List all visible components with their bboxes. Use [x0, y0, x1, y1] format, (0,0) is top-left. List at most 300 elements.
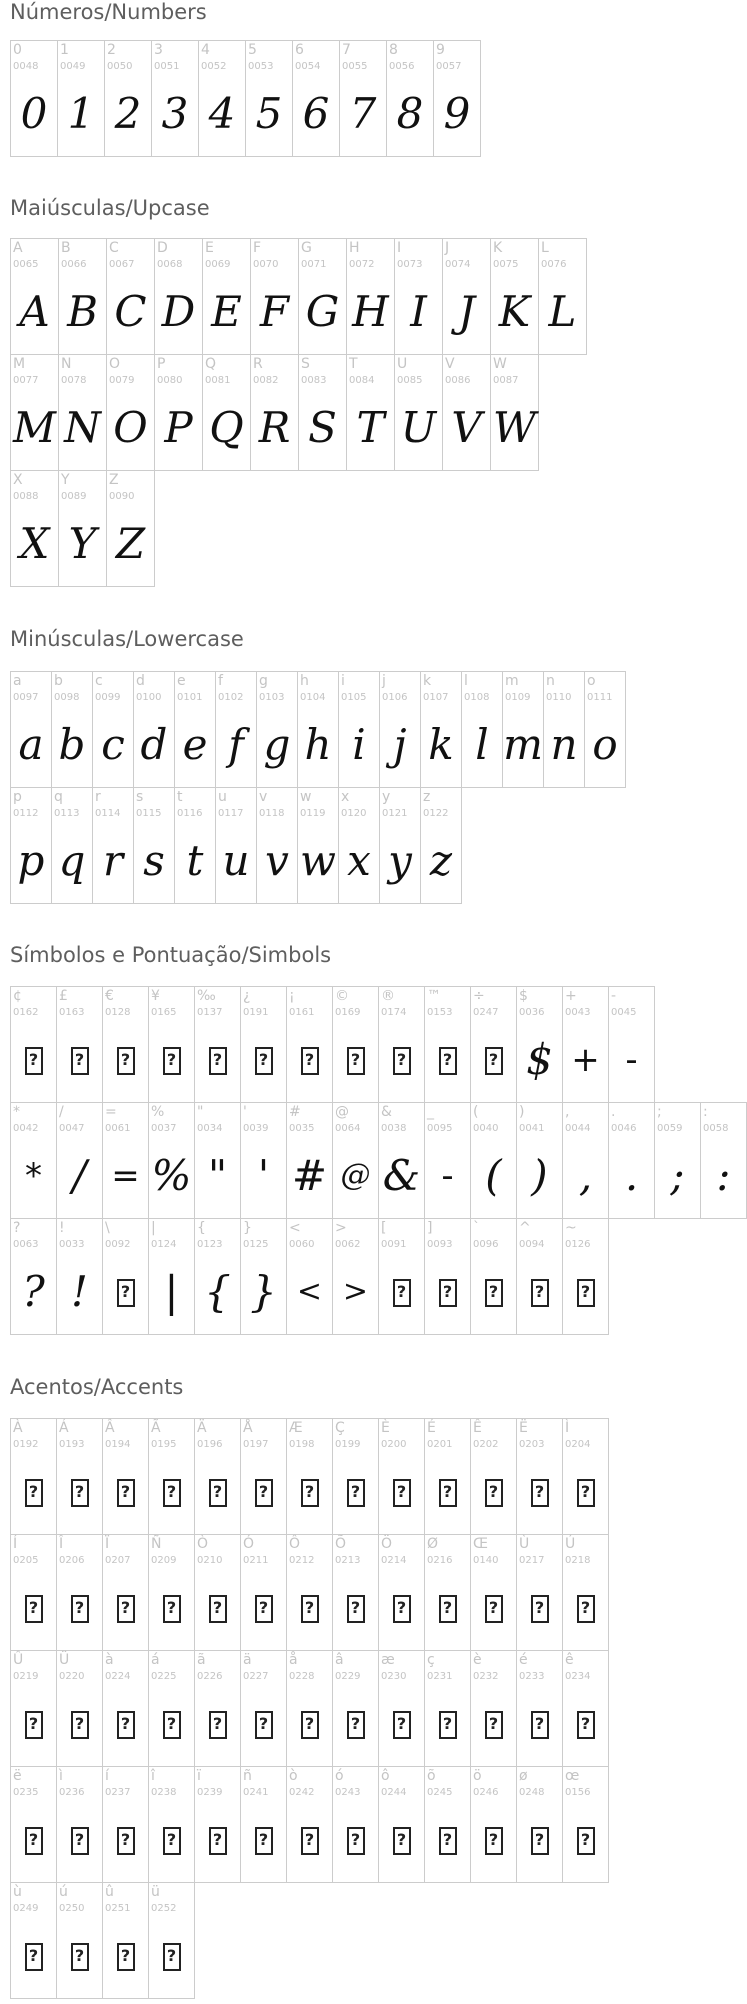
- glyph-cell: [608, 986, 655, 1103]
- character-label: v: [259, 789, 268, 805]
- glyph-cell: [133, 671, 175, 788]
- missing-glyph-icon: [301, 1711, 319, 1739]
- char-code-label: 0101: [177, 692, 203, 703]
- missing-glyph-icon: [255, 1479, 273, 1507]
- character-label: á: [151, 1652, 160, 1668]
- glyph-sample: B: [67, 287, 98, 336]
- character-label: q: [54, 789, 63, 805]
- glyph-grid-accents: [10, 1418, 609, 1999]
- section-title-lower: Minúsculas/Lowercase: [10, 627, 244, 651]
- char-code-label: 0061: [105, 1123, 131, 1134]
- character-label: T: [349, 356, 358, 372]
- glyph-sample: =: [111, 1156, 140, 1196]
- character-label: ¡: [289, 988, 295, 1004]
- glyph-sample: r: [102, 836, 124, 885]
- character-label: Y: [61, 472, 70, 488]
- char-code-label: 0225: [151, 1671, 177, 1682]
- character-label: ,: [565, 1104, 570, 1120]
- character-label: 7: [342, 42, 351, 58]
- glyph-cell: [424, 1534, 471, 1651]
- character-label: 8: [389, 42, 398, 58]
- glyph-cell: [148, 1766, 195, 1883]
- glyph-cell: [286, 1102, 333, 1219]
- glyph-sample: 3: [161, 89, 189, 138]
- glyph-sample: Q: [209, 403, 244, 452]
- character-label: Q: [205, 356, 217, 372]
- missing-glyph-icon: [301, 1047, 319, 1075]
- char-code-label: 0086: [445, 375, 471, 386]
- char-code-label: 0242: [289, 1787, 315, 1798]
- char-code-label: 0206: [59, 1555, 85, 1566]
- char-code-label: 0088: [13, 491, 39, 502]
- glyph-cell: [378, 1766, 425, 1883]
- character-label: 4: [201, 42, 210, 58]
- missing-glyph-icon: [439, 1047, 457, 1075]
- char-code-label: 0082: [253, 375, 279, 386]
- character-label: \: [105, 1220, 110, 1236]
- missing-glyph-icon: [393, 1827, 411, 1855]
- glyph-sample: A: [19, 287, 50, 336]
- char-code-label: 0072: [349, 259, 375, 270]
- char-code-label: 0163: [59, 1007, 85, 1018]
- char-code-label: 0064: [335, 1123, 361, 1134]
- character-label: ': [243, 1104, 247, 1120]
- character-label: ¢: [13, 988, 22, 1004]
- glyph-cell: [148, 1102, 195, 1219]
- glyph-sample: 6: [302, 89, 330, 138]
- glyph-row: [10, 1103, 747, 1219]
- glyph-sample: k: [428, 720, 454, 769]
- glyph-cell: [338, 671, 380, 788]
- glyph-cell: [102, 1766, 149, 1883]
- glyph-cell: [470, 1650, 517, 1767]
- character-label: ÷: [473, 988, 485, 1004]
- character-label: p: [13, 789, 22, 805]
- glyph-cell: [250, 354, 299, 471]
- character-label: F: [253, 240, 262, 256]
- missing-glyph-icon: [163, 1827, 181, 1855]
- glyph-cell: [562, 1102, 609, 1219]
- missing-glyph-icon: [71, 1047, 89, 1075]
- missing-glyph-icon: [117, 1943, 135, 1971]
- glyph-cell: [92, 787, 134, 904]
- char-code-label: 0090: [109, 491, 135, 502]
- glyph-cell: [10, 470, 59, 587]
- glyph-cell: [250, 238, 299, 355]
- glyph-cell: [424, 986, 471, 1103]
- char-code-label: 0120: [341, 808, 367, 819]
- char-code-label: 0097: [13, 692, 39, 703]
- character-label: ñ: [243, 1768, 252, 1784]
- glyph-cell: [240, 1218, 287, 1335]
- character-label: D: [157, 240, 168, 256]
- glyph-sample: &: [382, 1151, 421, 1200]
- glyph-sample: <: [296, 1274, 323, 1309]
- char-code-label: 0228: [289, 1671, 315, 1682]
- missing-glyph-icon: [439, 1479, 457, 1507]
- missing-glyph-icon: [117, 1827, 135, 1855]
- glyph-cell: [10, 40, 58, 157]
- glyph-cell: [298, 354, 347, 471]
- char-code-label: 0236: [59, 1787, 85, 1798]
- char-code-label: 0113: [54, 808, 80, 819]
- character-label: ä: [243, 1652, 252, 1668]
- glyph-cell: [490, 238, 539, 355]
- char-code-label: 0118: [259, 808, 285, 819]
- character-label: è: [473, 1652, 482, 1668]
- glyph-cell: [148, 1418, 195, 1535]
- glyph-cell: [346, 238, 395, 355]
- glyph-sample: 0: [20, 89, 48, 138]
- char-code-label: 0123: [197, 1239, 223, 1250]
- glyph-sample: 5: [255, 89, 283, 138]
- glyph-sample: ;: [670, 1151, 685, 1200]
- character-label: Å: [243, 1420, 253, 1436]
- char-code-label: 0230: [381, 1671, 407, 1682]
- glyph-cell: [470, 1534, 517, 1651]
- character-label: d: [136, 673, 145, 689]
- char-code-label: 0049: [60, 61, 86, 72]
- glyph-cell: [516, 1766, 563, 1883]
- glyph-sample: x: [347, 836, 371, 885]
- char-code-label: 0212: [289, 1555, 315, 1566]
- glyph-cell: [562, 1650, 609, 1767]
- glyph-cell: [151, 40, 199, 157]
- glyph-cell: [106, 354, 155, 471]
- glyph-row: [10, 1767, 609, 1883]
- glyph-sample: .: [624, 1151, 639, 1200]
- glyph-row: [10, 1883, 609, 1999]
- character-label: 9: [436, 42, 445, 58]
- character-label: <: [289, 1220, 301, 1236]
- missing-glyph-icon: [393, 1595, 411, 1623]
- glyph-cell: [102, 986, 149, 1103]
- char-code-label: 0252: [151, 1903, 177, 1914]
- glyph-cell: [584, 671, 626, 788]
- character-label: ï: [197, 1768, 201, 1784]
- character-label: Æ: [289, 1420, 303, 1436]
- missing-glyph-icon: [485, 1279, 503, 1307]
- character-label: /: [59, 1104, 64, 1120]
- character-label: b: [54, 673, 63, 689]
- char-code-label: 0213: [335, 1555, 361, 1566]
- char-code-label: 0077: [13, 375, 39, 386]
- character-label: n: [546, 673, 555, 689]
- glyph-cell: [700, 1102, 747, 1219]
- character-label: ì: [59, 1768, 63, 1784]
- missing-glyph-icon: [163, 1943, 181, 1971]
- glyph-cell: [194, 1418, 241, 1535]
- glyph-cell: [538, 238, 587, 355]
- char-code-label: 0087: [493, 375, 519, 386]
- missing-glyph-icon: [577, 1827, 595, 1855]
- glyph-cell: [516, 1102, 563, 1219]
- char-code-label: 0089: [61, 491, 87, 502]
- missing-glyph-icon: [393, 1479, 411, 1507]
- character-label: À: [13, 1420, 23, 1436]
- glyph-cell: [10, 1766, 57, 1883]
- glyph-cell: [51, 787, 93, 904]
- character-label: Ü: [59, 1652, 70, 1668]
- character-label: ;: [657, 1104, 662, 1120]
- char-code-label: 0205: [13, 1555, 39, 1566]
- glyph-cell: [154, 354, 203, 471]
- character-label: }: [243, 1220, 252, 1236]
- char-code-label: 0069: [205, 259, 231, 270]
- char-code-label: 0081: [205, 375, 231, 386]
- missing-glyph-icon: [71, 1479, 89, 1507]
- char-code-label: 0192: [13, 1439, 39, 1450]
- glyph-cell: [256, 787, 298, 904]
- character-label: .: [611, 1104, 616, 1120]
- glyph-cell: [194, 1218, 241, 1335]
- glyph-row: [10, 1651, 609, 1767]
- glyph-sample: N: [64, 403, 101, 452]
- glyph-sample: H: [352, 287, 389, 336]
- glyph-sample: X: [19, 519, 50, 568]
- character-label: Ú: [565, 1536, 576, 1552]
- char-code-label: 0084: [349, 375, 375, 386]
- missing-glyph-icon: [117, 1479, 135, 1507]
- char-code-label: 0218: [565, 1555, 591, 1566]
- character-label: &: [381, 1104, 392, 1120]
- glyph-cell: [379, 671, 421, 788]
- glyph-cell: [194, 1650, 241, 1767]
- glyph-sample: Z: [115, 519, 146, 568]
- glyph-cell: [378, 1218, 425, 1335]
- glyph-cell: [240, 1534, 287, 1651]
- missing-glyph-icon: [25, 1827, 43, 1855]
- glyph-cell: [240, 1650, 287, 1767]
- char-code-label: 0239: [197, 1787, 223, 1798]
- glyph-cell: [332, 1218, 379, 1335]
- char-code-label: 0036: [519, 1007, 545, 1018]
- glyph-sample: W: [492, 403, 537, 452]
- missing-glyph-icon: [71, 1595, 89, 1623]
- glyph-sample: ?: [22, 1267, 45, 1316]
- missing-glyph-icon: [393, 1711, 411, 1739]
- glyph-cell: [424, 1766, 471, 1883]
- glyph-cell: [58, 470, 107, 587]
- character-label: Ñ: [151, 1536, 162, 1552]
- glyph-cell: [654, 1102, 701, 1219]
- character-label: î: [151, 1768, 155, 1784]
- char-code-label: 0233: [519, 1671, 545, 1682]
- missing-glyph-icon: [439, 1595, 457, 1623]
- char-code-label: 0070: [253, 259, 279, 270]
- character-label: £: [59, 988, 68, 1004]
- glyph-row: [10, 1418, 609, 1535]
- glyph-cell: [470, 1218, 517, 1335]
- char-code-label: 0059: [657, 1123, 683, 1134]
- missing-glyph-icon: [439, 1827, 457, 1855]
- char-code-label: 0210: [197, 1555, 223, 1566]
- char-code-label: 0111: [587, 692, 613, 703]
- char-code-label: 0083: [301, 375, 327, 386]
- character-label: `: [473, 1220, 480, 1236]
- glyph-cell: [10, 1534, 57, 1651]
- glyph-row: [10, 1535, 609, 1651]
- char-code-label: 0165: [151, 1007, 177, 1018]
- character-label: (: [473, 1104, 479, 1120]
- char-code-label: 0044: [565, 1123, 591, 1134]
- glyph-sample: P: [164, 403, 193, 452]
- char-code-label: 0094: [519, 1239, 545, 1250]
- glyph-sample: -: [625, 1040, 638, 1080]
- character-label: Ò: [197, 1536, 209, 1552]
- character-label: ü: [151, 1884, 160, 1900]
- char-code-label: 0052: [201, 61, 227, 72]
- glyph-cell: [424, 1650, 471, 1767]
- glyph-cell: [10, 1418, 57, 1535]
- glyph-cell: [286, 986, 333, 1103]
- char-code-label: 0126: [565, 1239, 591, 1250]
- character-label: 5: [248, 42, 257, 58]
- glyph-cell: [51, 671, 93, 788]
- glyph-cell: [56, 1650, 103, 1767]
- char-code-label: 0107: [423, 692, 449, 703]
- glyph-cell: [516, 986, 563, 1103]
- char-code-label: 0073: [397, 259, 423, 270]
- character-label: +: [565, 988, 577, 1004]
- character-label: ™: [427, 988, 441, 1004]
- char-code-label: 0232: [473, 1671, 499, 1682]
- character-label: ó: [335, 1768, 344, 1784]
- char-code-label: 0045: [611, 1007, 637, 1018]
- char-code-label: 0121: [382, 808, 408, 819]
- glyph-cell: [148, 1534, 195, 1651]
- glyph-sample: S: [308, 403, 337, 452]
- glyph-cell: [56, 986, 103, 1103]
- glyph-cell: [286, 1650, 333, 1767]
- char-code-label: 0209: [151, 1555, 177, 1566]
- character-label: j: [382, 673, 386, 689]
- char-code-label: 0091: [381, 1239, 407, 1250]
- character-label: É: [427, 1420, 436, 1436]
- character-label: U: [397, 356, 408, 372]
- missing-glyph-icon: [209, 1595, 227, 1623]
- missing-glyph-icon: [255, 1827, 273, 1855]
- missing-glyph-icon: [117, 1595, 135, 1623]
- character-label: l: [464, 673, 468, 689]
- char-code-label: 0067: [109, 259, 135, 270]
- character-label: x: [341, 789, 350, 805]
- glyph-sample: $: [526, 1035, 553, 1084]
- character-label: ): [519, 1104, 525, 1120]
- character-label: J: [445, 240, 450, 256]
- glyph-cell: [148, 1218, 195, 1335]
- char-code-label: 0226: [197, 1671, 223, 1682]
- glyph-sample: 8: [396, 89, 424, 138]
- char-code-label: 0156: [565, 1787, 591, 1798]
- char-code-label: 0248: [519, 1787, 545, 1798]
- glyph-cell: [10, 238, 59, 355]
- glyph-sample: {: [204, 1267, 231, 1316]
- missing-glyph-icon: [255, 1711, 273, 1739]
- missing-glyph-icon: [393, 1047, 411, 1075]
- char-code-label: 0137: [197, 1007, 223, 1018]
- glyph-cell: [543, 671, 585, 788]
- glyph-cell: [202, 238, 251, 355]
- missing-glyph-icon: [485, 1827, 503, 1855]
- char-code-label: 0204: [565, 1439, 591, 1450]
- glyph-cell: [297, 787, 339, 904]
- missing-glyph-icon: [531, 1595, 549, 1623]
- char-code-label: 0200: [381, 1439, 407, 1450]
- character-label: M: [13, 356, 26, 372]
- glyph-sample: !: [71, 1267, 88, 1316]
- char-code-label: 0066: [61, 259, 87, 270]
- section-title-accents: Acentos/Accents: [10, 1375, 184, 1399]
- glyph-row: [10, 788, 626, 904]
- glyph-cell: [57, 40, 105, 157]
- glyph-row: [10, 40, 481, 157]
- glyph-cell: [286, 1218, 333, 1335]
- character-label: y: [382, 789, 391, 805]
- glyph-cell: [332, 1102, 379, 1219]
- glyph-row: [10, 355, 587, 471]
- glyph-cell: [194, 1534, 241, 1651]
- char-code-label: 0153: [427, 1007, 453, 1018]
- char-code-label: 0095: [427, 1123, 453, 1134]
- char-code-label: 0048: [13, 61, 39, 72]
- glyph-sample: g: [263, 720, 291, 769]
- glyph-cell: [562, 1534, 609, 1651]
- glyph-cell: [502, 671, 544, 788]
- missing-glyph-icon: [439, 1711, 457, 1739]
- char-code-label: 0128: [105, 1007, 131, 1018]
- char-code-label: 0119: [300, 808, 326, 819]
- glyph-sample: }: [250, 1267, 277, 1316]
- glyph-cell: [56, 1102, 103, 1219]
- glyph-cell: [202, 354, 251, 471]
- missing-glyph-icon: [255, 1595, 273, 1623]
- character-label: Œ: [473, 1536, 488, 1552]
- missing-glyph-icon: [347, 1479, 365, 1507]
- char-code-label: 0217: [519, 1555, 545, 1566]
- glyph-sample: n: [550, 720, 578, 769]
- character-label: Ä: [197, 1420, 207, 1436]
- glyph-sample: ': [257, 1151, 270, 1200]
- char-code-label: 0125: [243, 1239, 269, 1250]
- char-code-label: 0207: [105, 1555, 131, 1566]
- glyph-sample: y: [388, 836, 412, 885]
- char-code-label: 0062: [335, 1239, 361, 1250]
- character-label: ù: [13, 1884, 22, 1900]
- missing-glyph-icon: [25, 1047, 43, 1075]
- character-label: g: [259, 673, 268, 689]
- glyph-cell: [297, 671, 339, 788]
- glyph-cell: [470, 1418, 517, 1535]
- glyph-cell: [10, 1218, 57, 1335]
- glyph-cell: [56, 1218, 103, 1335]
- character-label: G: [301, 240, 312, 256]
- char-code-label: 0169: [335, 1007, 361, 1018]
- missing-glyph-icon: [439, 1279, 457, 1307]
- glyph-sample: @: [340, 1158, 371, 1193]
- missing-glyph-icon: [117, 1047, 135, 1075]
- char-code-label: 0108: [464, 692, 490, 703]
- char-code-label: 0219: [13, 1671, 39, 1682]
- glyph-cell: [516, 1218, 563, 1335]
- char-code-label: 0250: [59, 1903, 85, 1914]
- glyph-sample: 9: [443, 89, 471, 138]
- glyph-cell: [562, 986, 609, 1103]
- character-label: æ: [381, 1652, 395, 1668]
- character-label: â: [335, 1652, 344, 1668]
- glyph-sample: w: [300, 836, 336, 885]
- glyph-cell: [562, 1218, 609, 1335]
